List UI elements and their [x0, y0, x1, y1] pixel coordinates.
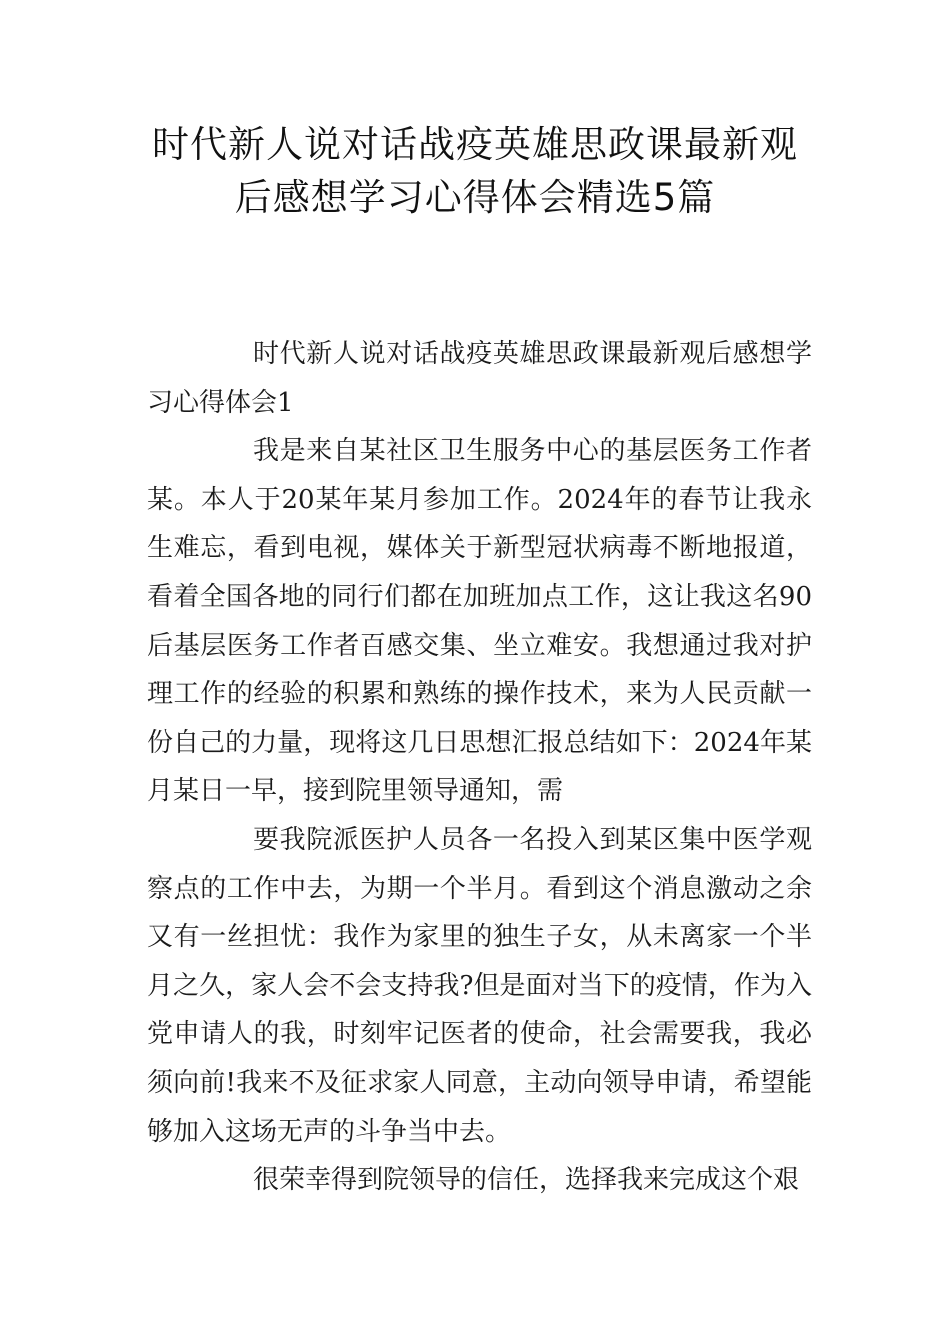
paragraph: 很荣幸得到院领导的信任，选择我来完成这个艰: [253, 1165, 800, 1196]
paragraph: 要我院派医护人员各一名投入到某区集中医学观察点的工作中去，为期一个半月。看到这个消息激动之余又有一丝担忧：我作为家里的独生子女，从未离家一个半月之久，家人会不会支持我?但是面对当下的疫情，作为入党申请人的我，时刻牢记医者的使命，社会需要我，我必须向前!我来不及征求家人同意，主动向领导申请，希望能够加入这场无声的斗争当中去。: [147, 824, 812, 1147]
paragraph: 我是来自某社区卫生服务中心的基层医务工作者某。本人于20某年某月参加工作。2024年的春节让我永生难忘，看到电视，媒体关于新型冠状病毒不断地报道，看着全国各地的同行们都在加班加点工作，这让我这名90后基层医务工作者百感交集、坐立难安。我想通过我对护理工作的经验的积累和熟练的操作技术，来为人民贡献一份自己的力量，现将这几日思想汇报总结如下：2024年某月某日一早，接到院里领导通知，需: [147, 436, 812, 807]
paragraph-heading: 时代新人说对话战疫英雄思政课最新观后感想学习心得体会1: [147, 339, 812, 418]
title-line-1: 时代新人说对话战疫英雄思政课最新观: [152, 123, 798, 166]
document-title: [120, 118, 830, 224]
title-line-2: 后感想学习心得体会精选5篇: [234, 176, 716, 219]
document-body: [147, 330, 812, 1205]
